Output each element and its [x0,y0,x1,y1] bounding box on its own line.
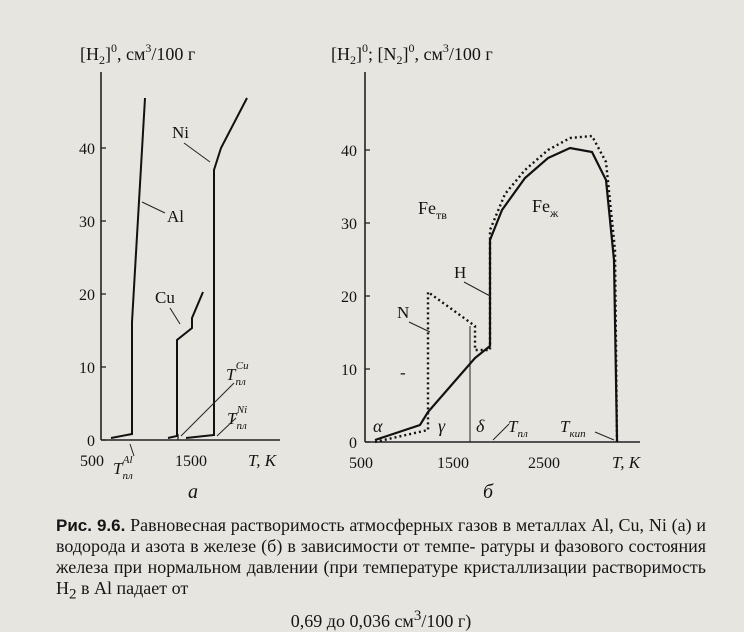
caption-line-5: 0,69 до 0,036 $см^3/100$ г) [290,607,472,631]
caption-line-2: Al, Cu, Ni (а) и водорода и азота в железе (б) в зависимости от темпе- [56,515,707,556]
panel-a-y-label: $[H_2]^0$, $см^3/100$ г [80,41,196,67]
label-n: N [397,303,410,322]
panel-b-y-tick-label: 0 [349,435,357,452]
label-cu: Cu [155,288,175,307]
panel-a-y-tick-label: 10 [79,360,95,377]
panel-b-y-tick-label: 10 [341,362,357,379]
label-gamma: γ [438,416,446,436]
panel-a-x-axis-label: T, К [248,451,276,470]
panel-b-x-axis-label: T, К [612,453,640,472]
panel-b-x-tick-label: 1500 [437,455,469,472]
label-t-melt-cu: $T_{пл}Cu$ [226,360,249,388]
caption-line-4b: в Al падает от [76,578,189,598]
curve-h [375,148,617,440]
curve-n [375,136,617,442]
panel-b-letter: б [483,481,494,503]
panel-b-x-tick-label: 2500 [528,455,560,472]
label-ni: Ni [172,123,189,142]
panel-b-y-tick-label: 30 [341,216,357,233]
label-fe-solid: $Fe_{тв}$ [418,198,447,222]
panel-a-y-tick-label: 0 [87,433,95,450]
label-t-melt-al: $T_{пл}Al$ [113,454,133,482]
label-h: H [454,263,467,282]
panel-a [79,41,280,503]
panel-b-y-label: $[H_2]^0$; $[N_2]^0$, $см^3/100$ г [331,41,493,67]
panel-a-x-tick-label: 500 [80,453,104,470]
panel-a-y-tick-label: 40 [79,141,95,158]
label-alpha: α [373,416,383,436]
label-al: Al [167,207,184,226]
panel-b-x-tick-label: 500 [349,455,373,472]
panel-a-x-tick-label: 1500 [175,453,207,470]
caption-line-3: ратуры и фазового состояния железа при нормальном давлении (при [56,536,706,577]
label-t-melt: $T_{пл}$ [508,417,528,440]
panel-b [331,41,642,503]
caption-line-1: Равновесная растворимость атмосферных газов в металлах [125,515,587,535]
curve-al [111,98,145,438]
caption-line-4-sub: 2 [69,586,77,603]
caption-lead: Рис. 9.6. [56,516,126,535]
panel-b-y-tick-label: 40 [341,143,357,160]
label-t-boil: $T_{кип}$ [560,417,586,440]
label-t-melt-ni: $T_{пл}Ni$ [227,404,248,432]
panel-a-letter: а [188,481,198,503]
label-dash: - [400,363,406,382]
caption-line-4a: температуре кристаллизации растворимость H [56,557,707,598]
panel-a-y-tick-label: 30 [79,214,95,231]
panel-b-y-tick-label: 20 [341,289,357,306]
label-delta: δ [476,416,485,436]
figure-caption [56,515,706,632]
panel-a-y-tick-label: 20 [79,287,95,304]
label-fe-liquid: $Fe_ж$ [532,196,559,220]
